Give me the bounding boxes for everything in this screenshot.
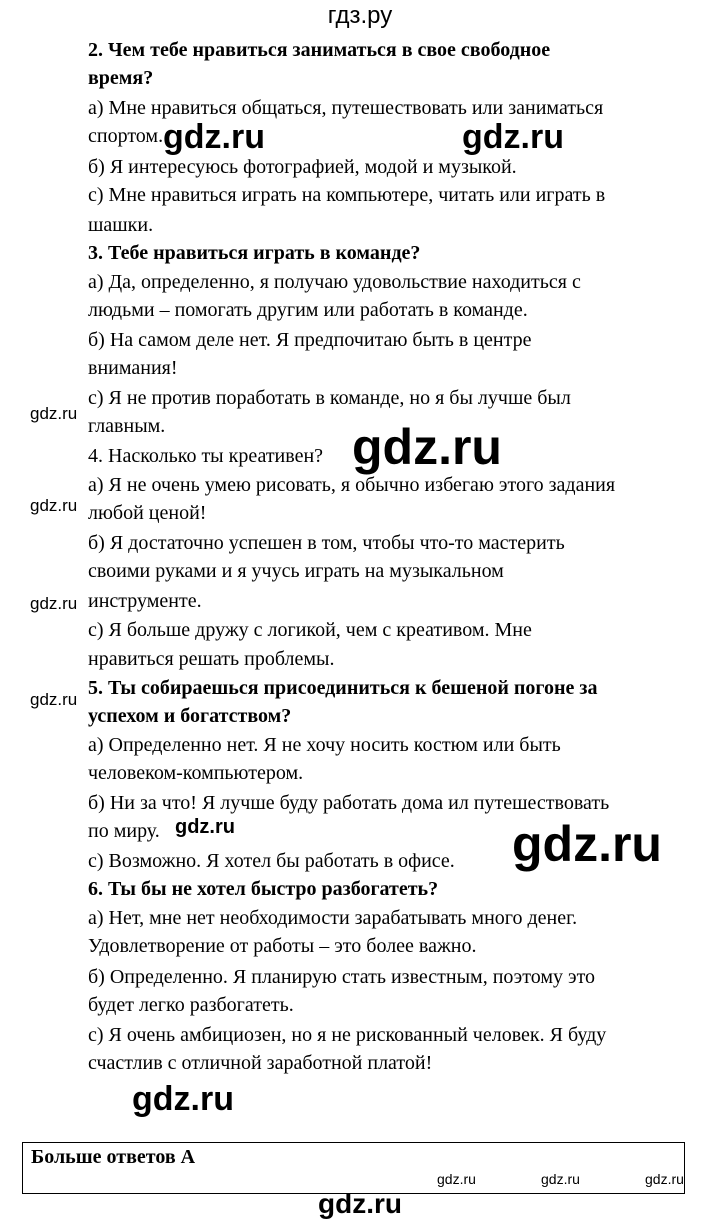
watermark: gdz.ru [352, 419, 502, 475]
answer-line: счастлив с отличной заработной платой! [88, 1052, 433, 1074]
answer-line: Удовлетворение от работы – это более важно. [88, 935, 477, 957]
answer-line: а) Нет, мне нет необходимости зарабатывать много денег. [88, 907, 578, 929]
answer-line: людьми – помогать другим или работать в команде. [88, 299, 528, 321]
answer-line: по миру. [88, 820, 160, 842]
answer-box [22, 1142, 685, 1194]
answer-line: б) Я интересуюсь фотографией, модой и музыкой. [88, 156, 517, 178]
question-line: 6. Ты бы не хотел быстро разбогатеть? [88, 878, 439, 900]
watermark: gdz.ru [541, 1171, 580, 1187]
question-line: успехом и богатством? [88, 705, 292, 727]
answer-line: с) Возможно. Я хотел бы работать в офисе. [88, 850, 455, 872]
watermark: gdz.ru [30, 690, 78, 709]
footer-watermark: gdz.ru [318, 1188, 402, 1219]
answer-line: а) Мне нравиться общаться, путешествовать или заниматься [88, 97, 604, 119]
answer-line: б) Определенно. Я планирую стать известным, поэтому это [88, 966, 596, 988]
question-line: 5. Ты собираешься присоединиться к бешеной погоне за [88, 677, 598, 699]
answer-line: человеком-компьютером. [88, 762, 304, 784]
watermark: gdz.ru [30, 496, 78, 515]
watermark: gdz.ru [132, 1080, 234, 1118]
question-line: 3. Тебе нравиться играть в команде? [88, 242, 421, 264]
watermark: gdz.ru [163, 118, 265, 156]
site-header: гдз.ру [327, 2, 393, 29]
question-line: время? [88, 67, 154, 89]
answer-line: б) На самом деле нет. Я предпочитаю быть в центре [88, 329, 532, 351]
answer-line: спортом. [88, 125, 164, 147]
answer-line: а) Определенно нет. Я не хочу носить костюм или быть [88, 734, 561, 756]
watermark: gdz.ru [30, 404, 78, 423]
watermark: gdz.ru [462, 118, 564, 156]
answer-line: а) Я не очень умею рисовать, я обычно избегаю этого задания [88, 474, 616, 496]
watermark: gdz.ru [512, 816, 662, 872]
answer-line: главным. [88, 415, 166, 437]
answer-line: c) Мне нравиться играть на компьютере, читать или играть в [88, 184, 606, 206]
question-line: 2. Чем тебе нравиться заниматься в свое свободное [88, 39, 551, 61]
answer-line: своими руками и я учусь играть на музыкальном [88, 560, 504, 582]
answer-line: с) Я больше дружу с логикой, чем с креативом. Мне [88, 619, 532, 641]
answer-box-title: Больше ответов А [31, 1146, 196, 1168]
answer-line: 4. Насколько ты креативен? [88, 445, 324, 467]
answer-line: б) Ни за что! Я лучше буду работать дома ил путешествовать [88, 792, 610, 814]
answer-line: шашки. [88, 214, 154, 236]
watermark: gdz.ru [30, 594, 78, 613]
answer-line: инструменте. [88, 590, 202, 612]
watermark: gdz.ru [175, 816, 235, 838]
answer-line: любой ценой! [88, 502, 207, 524]
answer-line: будет легко разбогатеть. [88, 994, 294, 1016]
answer-line: с) Я не против поработать в команде, но я бы лучше был [88, 387, 571, 409]
answer-line: б) Я достаточно успешен в том, чтобы что-то мастерить [88, 532, 565, 554]
answer-line: а) Да, определенно, я получаю удовольствие находиться с [88, 271, 581, 293]
answer-line: с) Я очень амбициозен, но я не рискованный человек. Я буду [88, 1024, 607, 1046]
watermark: gdz.ru [645, 1171, 684, 1187]
watermark: gdz.ru [437, 1171, 476, 1187]
answer-line: внимания! [88, 357, 178, 379]
answer-line: нравиться решать проблемы. [88, 648, 335, 670]
